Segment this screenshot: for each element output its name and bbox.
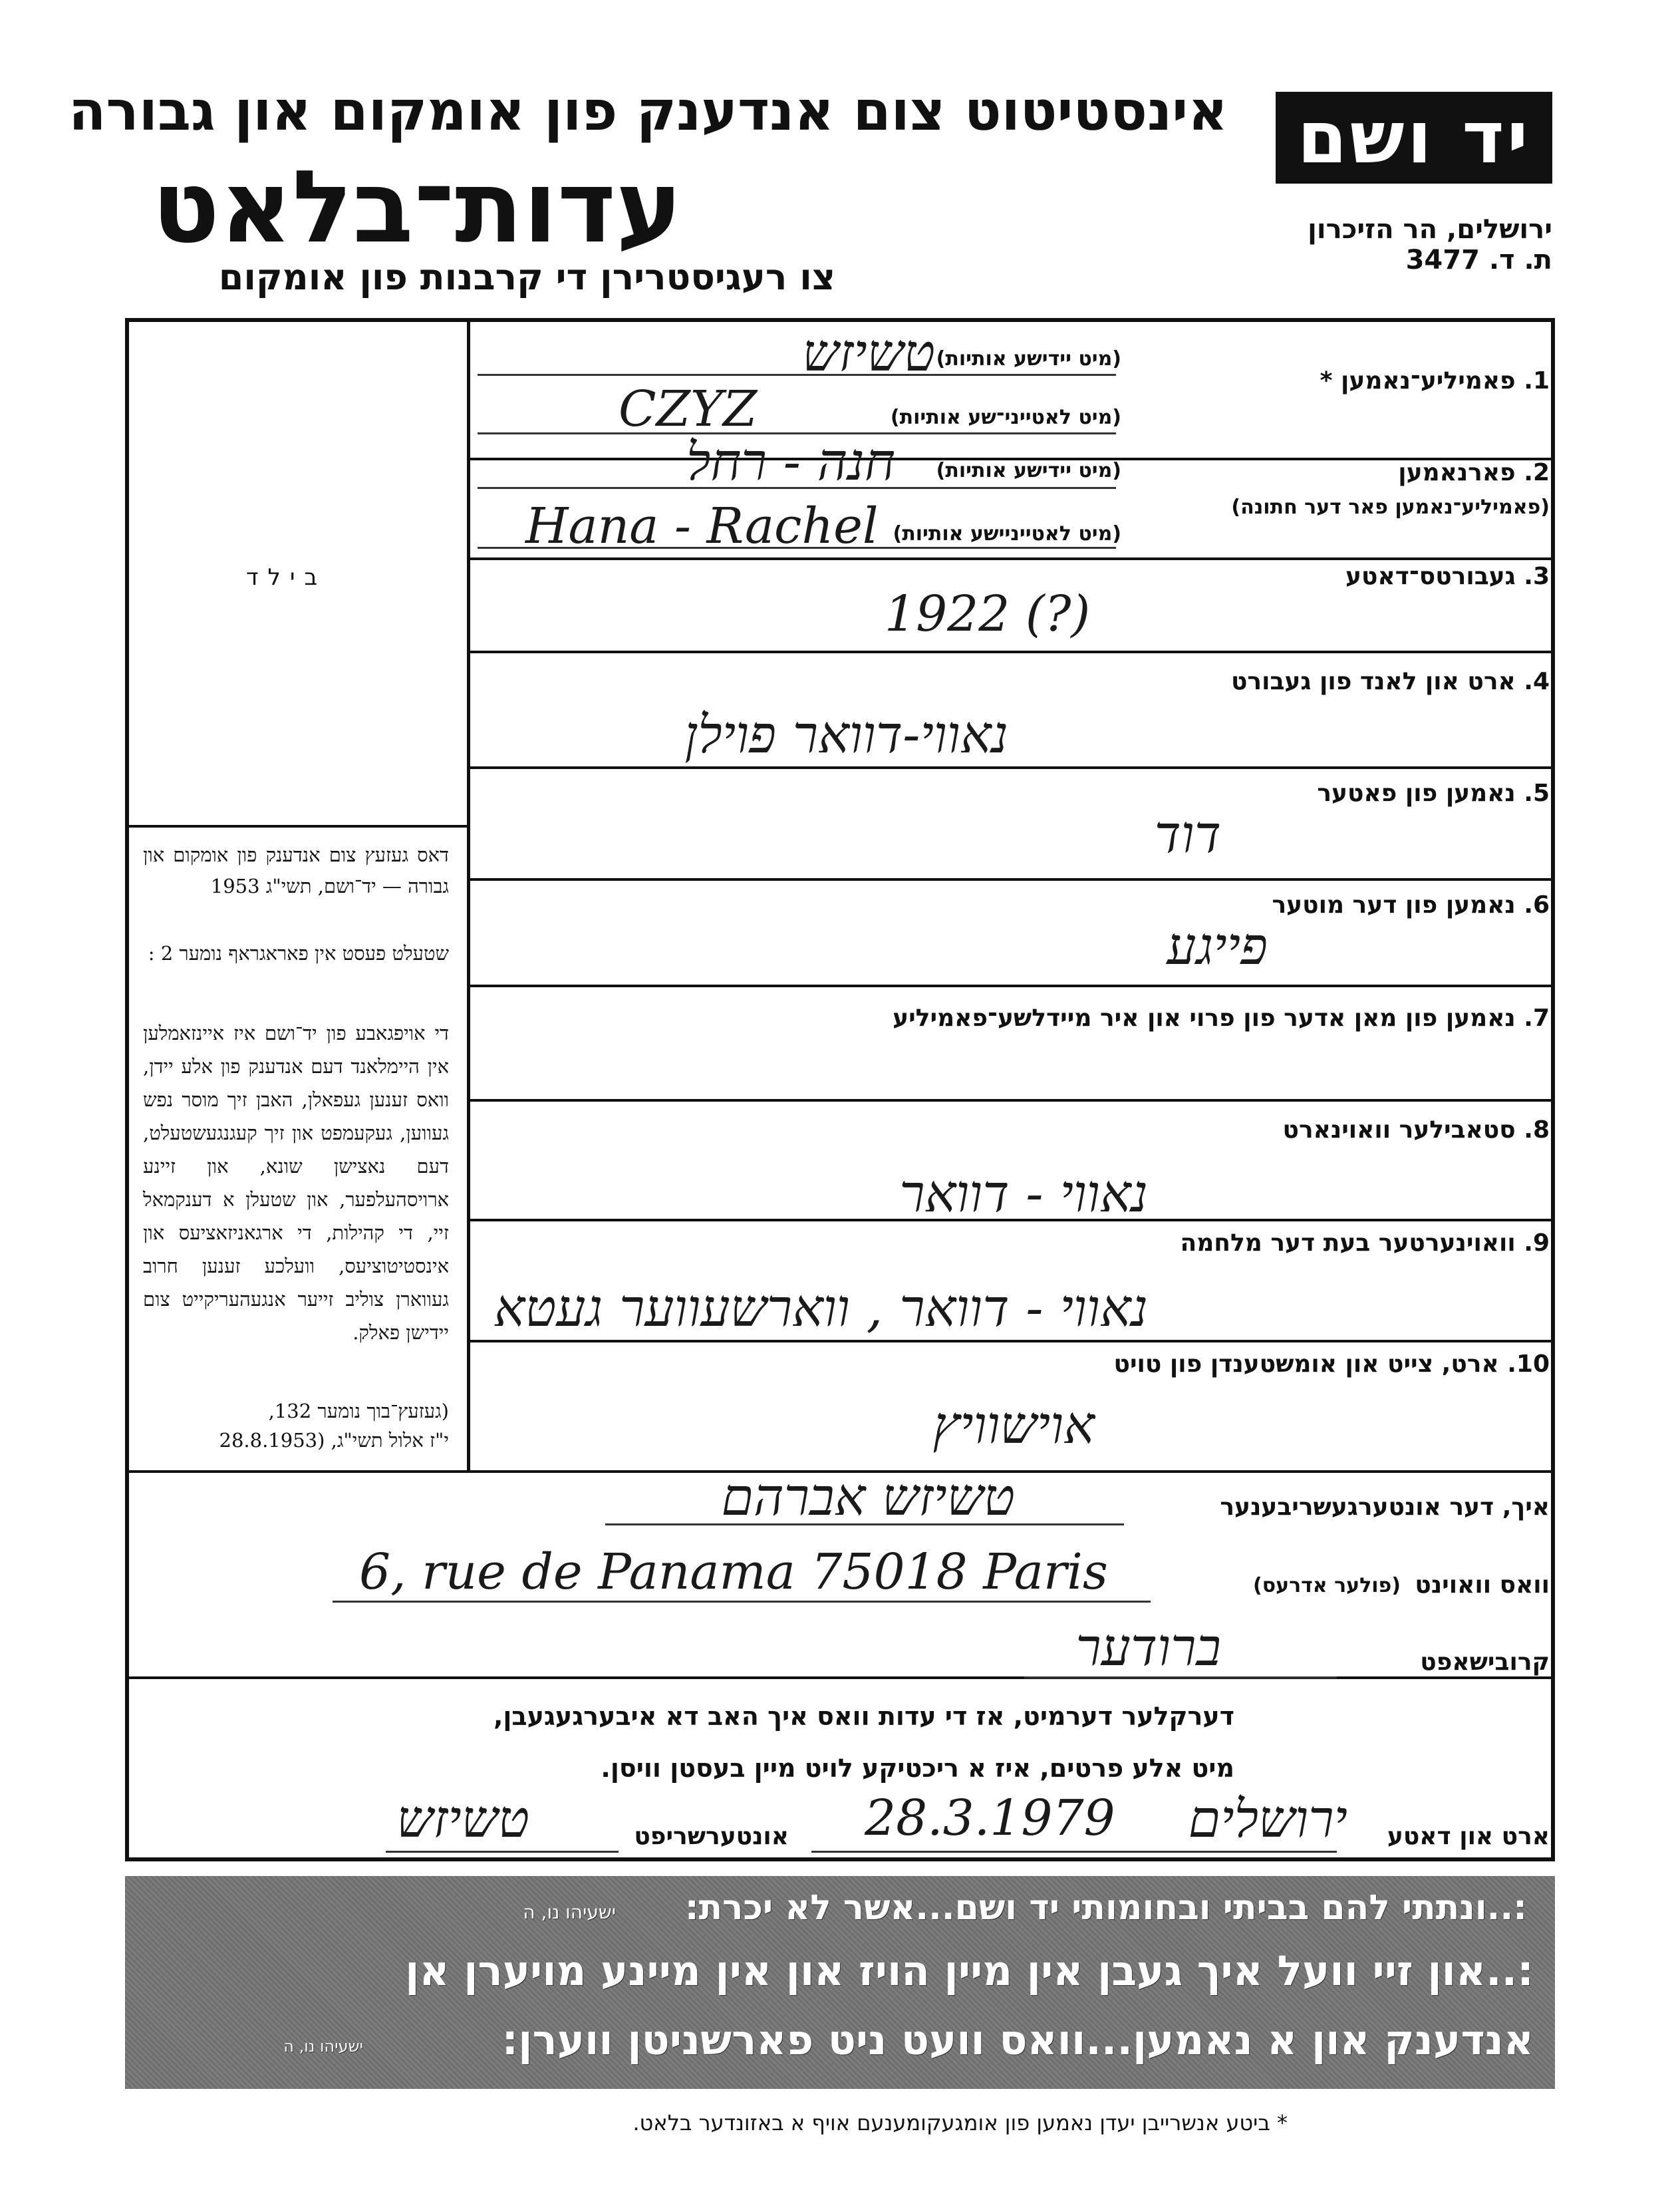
field-8-value[interactable]: נאווי - דוואר	[899, 1164, 1148, 1224]
place-date-label: ארט און דאטע	[1387, 1823, 1550, 1850]
relation-label: קרובישאפט	[1420, 1649, 1550, 1676]
field-3-label: 3. געבורטס־דאטע	[1345, 563, 1550, 590]
field-2-latin-hint: (מיט לאטייניישע אותיות)	[893, 522, 1121, 546]
row-separator	[467, 985, 1555, 987]
field-5-value[interactable]: דוד	[1154, 805, 1221, 865]
section-separator	[125, 1676, 1555, 1679]
field-2-latin-value[interactable]: Hana - Rachel	[525, 498, 879, 555]
field-2-yiddish-value[interactable]: חנה - רחל	[686, 432, 895, 492]
submitter-address-label: וואס וואוינט	[1415, 1571, 1550, 1599]
institute-title: אינסטיטוט צום אנדענק פון אומקום און גבורה	[69, 80, 1228, 143]
banner-quote-yiddish-2: אנדענק און א נאמען...וואס וועט ניט פארשניטן ווערן:	[501, 2016, 1534, 2064]
place-value[interactable]: ירושלים	[1188, 1790, 1347, 1849]
submitter-address-value[interactable]: 6, rue de Panama 75018 Paris	[359, 1543, 1108, 1601]
banner-ref-1: ישעיהו נו, ה	[523, 1901, 616, 1923]
po-box: ת. ד. 3477	[1405, 245, 1552, 275]
form-title: עדות־בלאט	[152, 150, 682, 265]
signature-label: אונטערשריפט	[634, 1823, 789, 1850]
field-5-label: 5. נאמען פון פאטער	[1317, 780, 1550, 807]
field-1-yiddish-hint: (מיט יידישע אותיות)	[936, 347, 1121, 371]
field-1-latin-hint: (מיט לאטייני־שע אותיות)	[890, 406, 1121, 429]
submitter-address-hint: (פולער אדרעס)	[1253, 1574, 1401, 1597]
row-separator	[467, 766, 1555, 769]
field-2-label: 2. פארנאמען	[1398, 459, 1550, 486]
field-3-value[interactable]: 1922 (?)	[885, 585, 1091, 643]
law-text-para2: שטעלט פעסט אין פאראגראף נומער 2 :	[148, 942, 449, 965]
field-9-value[interactable]: נאווי - דוואר , ווארשעווער געטא	[493, 1279, 1148, 1338]
field-7-label: 7. נאמען פון מאן אדער פון פרוי און איר מיידלשע־פאמיליע	[893, 1005, 1550, 1032]
field-1-label: 1. פאמיליע־נאמען *	[1320, 367, 1550, 394]
law-text-para1: דאס געזעץ צום אנדענק פון אומקום און גבורה — יד־ושם, תשי"ג 1953	[143, 844, 449, 897]
field-1-latin-value[interactable]: CZYZ	[619, 381, 758, 438]
photo-column-divider	[467, 318, 470, 1472]
form-subtitle: צו רעגיסטרירן די קרבנות פון אומקום	[218, 256, 835, 298]
yad-vashem-logo: יד ושם	[1276, 92, 1552, 184]
row-separator	[467, 878, 1555, 881]
banner-ref-2: ישעיהו נו, ה	[283, 2037, 363, 2056]
photo-label: בילד	[246, 564, 327, 591]
banner-quote-hebrew: :..ונתתי להם בביתי ובחומותי יד ושם...אשר לא יכרת:	[684, 1888, 1527, 1928]
submitter-address-line	[333, 1601, 1151, 1603]
field-2-yiddish-hint: (מיט יידישע אותיות)	[936, 459, 1121, 482]
date-value[interactable]: 28.3.1979	[865, 1790, 1115, 1847]
row-separator	[467, 557, 1555, 560]
law-text-para4: (געזעץ־בוך נומער 132,	[268, 1400, 449, 1422]
signature-value[interactable]: טשיזש	[396, 1790, 529, 1849]
field-9-label: 9. וואוינערטער בעת דער מלחמה	[1180, 1229, 1550, 1257]
field-4-value[interactable]: נאווי-דוואר פוילן	[684, 705, 1008, 765]
field-1-yiddish-value[interactable]: טשיזש	[802, 323, 935, 383]
field-2-sublabel: (פאמיליע־נאמען פאר דער חתונה)	[1231, 496, 1550, 519]
field-4-label: 4. ארט און לאנד פון געבורט	[1230, 668, 1550, 695]
field-10-label: 10. ארט, צייט און אומשטענדן פון טויט	[1113, 1350, 1550, 1378]
field-6-label: 6. נאמען פון דער מוטער	[1272, 891, 1550, 919]
row-separator	[467, 651, 1555, 653]
field-6-value[interactable]: פייגע	[1167, 917, 1268, 977]
law-text-para5: י"ז אלול תשי"ג, (28.8.1953	[219, 1429, 449, 1452]
submitter-name-value[interactable]: טשיזש אברהם	[721, 1468, 1015, 1527]
field-1-yiddish-line	[478, 374, 1116, 376]
institute-address: ירושלים, הר הזיכרון	[1308, 214, 1552, 245]
row-separator	[467, 1340, 1555, 1342]
field-10-value[interactable]: אוישוויץ	[932, 1396, 1095, 1456]
submitter-name-label: איך, דער אונטערגעשריבענער	[1220, 1494, 1550, 1521]
relation-value[interactable]: ברודער	[1075, 1618, 1221, 1678]
row-separator	[467, 1099, 1555, 1102]
banner-quote-yiddish-1: :..און זיי וועל איך געבן אין מיין הויז און אין מיינע מויערן אן	[405, 1947, 1534, 1995]
declaration-line-2: מיט אלע פרטים, איז א ריכטיקע לויט מיין בעסטן וויסן.	[601, 1754, 1234, 1783]
declaration-line-1: דערקלער דערמיט, אז די עדות וואס איך האב דא איבערגעגעבן,	[493, 1702, 1234, 1731]
law-text-para3: די אויפגאבע פון יד־ושם איז איינזאמלען אין היימלאנד דעם אנדענק פון אלע יידן, וואס זענען געפאלן, האבן זיך מוסר נפש געווען, געקעמפט און זיך קעגנגעשטעלט, דעם נאצישן שונא, און זיינע ארויסהעלפער, און שטעלן א דענקמאל זיי, די קהילות, די ארגאניזאציעס און אינסטיטוציעס, וועלכע זענען חרוב געווארן צוליב זייער אנגעהעריקייט צום יידישן פאלק.	[143, 1022, 449, 1344]
photo-box-bottom	[125, 825, 470, 828]
footnote: * ביטע אנשרייבן יעדן נאמען פון אומגעקומענעם אויף א באזונדער בלאט.	[632, 2110, 1288, 2135]
signature-line	[386, 1851, 619, 1853]
place-date-line	[811, 1851, 1337, 1853]
field-8-label: 8. סטאבילער וואוינארט	[1282, 1116, 1550, 1144]
